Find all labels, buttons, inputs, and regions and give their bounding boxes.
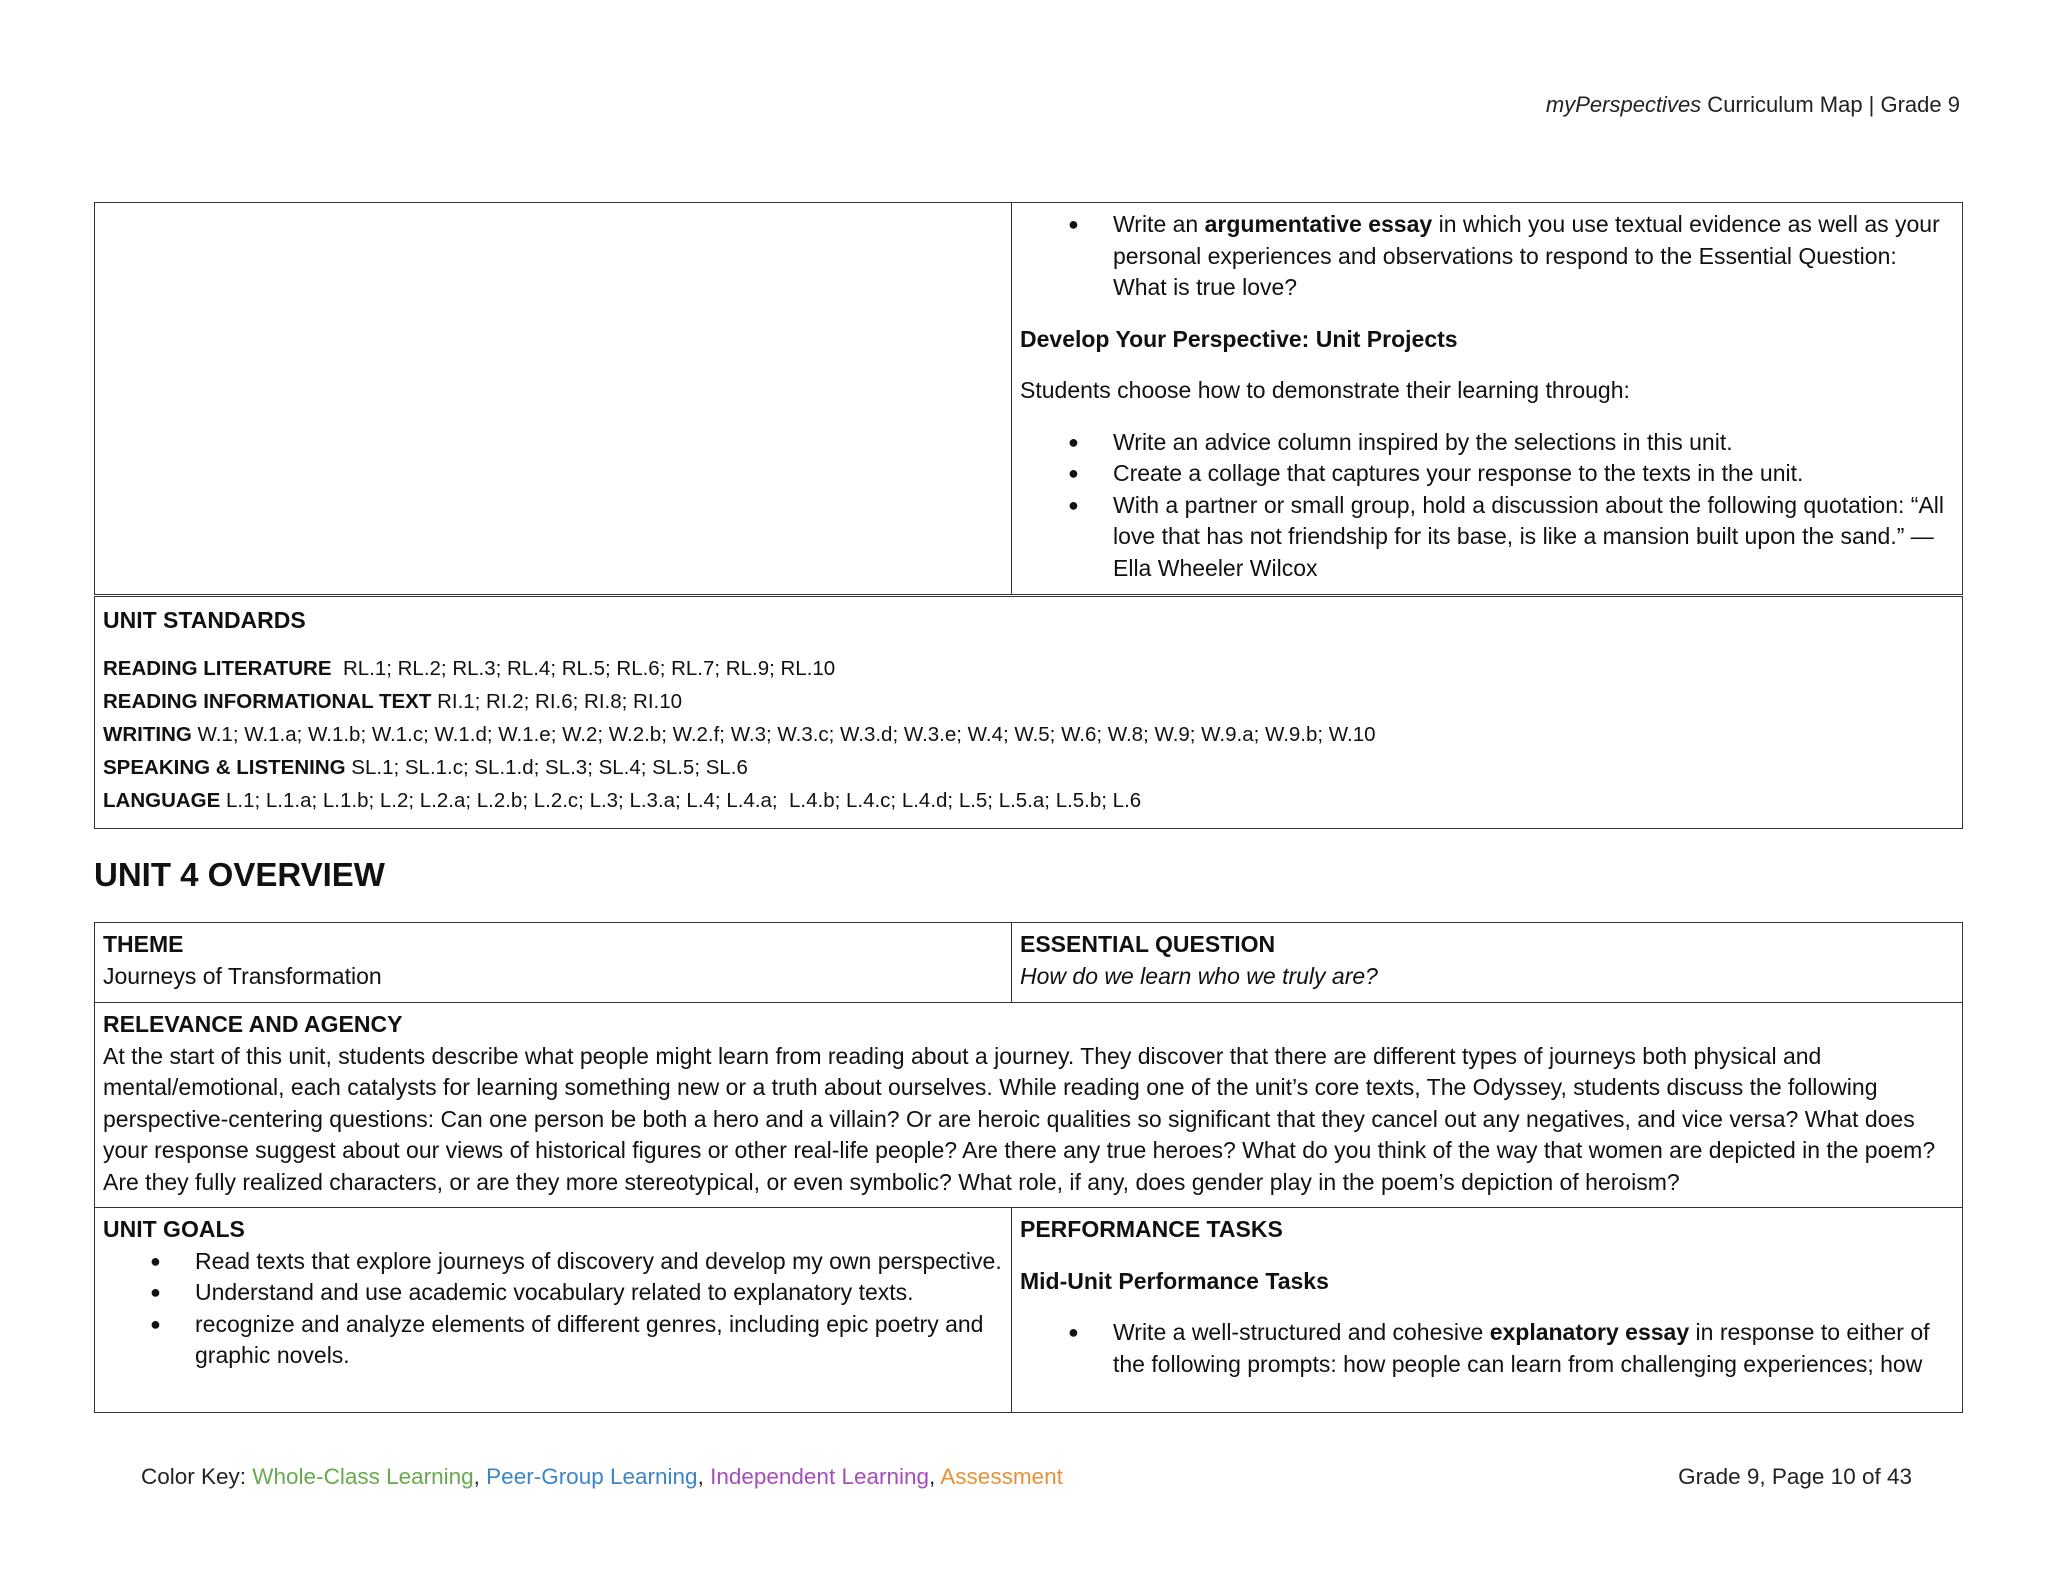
separator: , <box>697 1464 711 1489</box>
unit-standards-cell <box>95 597 1963 829</box>
list-item: ● Read texts that explore journeys of discovery and develop my own perspective. <box>103 1246 1003 1278</box>
standard-line: WRITING W.1; W.1.a; W.1.b; W.1.c; W.1.d; W.1.e; W.2; W.2.b; W.2.f; W.3; W.3.c; W.3.d; W.3.e; W.4; W.5; W.6; W.8; W.9; W.9.a; W.9.b; W.10 <box>103 723 1376 746</box>
standard-line: READING INFORMATIONAL TEXT RI.1; RI.2; RI.6; RI.8; RI.10 <box>103 690 683 713</box>
list-item: ● Create a collage that captures your response to the texts in the unit. <box>1020 458 1954 490</box>
standard-line: LANGUAGE L.1; L.1.a; L.1.b; L.2; L.2.a; L.2.b; L.2.c; L.3; L.3.a; L.4; L.4.a; L.4.b; L.4.c; L.4.d; L.5; L.5.a; L.5.b; L.6 <box>103 789 1142 812</box>
unit-heading: UNIT 4 OVERVIEW <box>94 856 385 893</box>
key-independent: Independent Learning <box>710 1464 930 1489</box>
mid-unit-label: Mid-Unit Performance Tasks <box>1020 1267 1329 1294</box>
unit-standards-table <box>94 596 1963 829</box>
relevance-label: RELEVANCE AND AGENCY <box>103 1011 403 1037</box>
list-item: ● Write an argumentative essay in which you use textual evidence as well as your personal experiences and observations to respond to the Essential Question: What is true love? <box>1020 209 1954 304</box>
mid-task-list <box>1020 1317 1954 1380</box>
list-item: ● recognize and analyze elements of different genres, including epic poetry and graphic novels. <box>103 1309 1003 1372</box>
performance-tasks-label: PERFORMANCE TASKS <box>1020 1216 1283 1242</box>
performance-tasks-cell <box>1012 1208 1963 1413</box>
header-text: Curriculum Map | Grade 9 <box>1701 92 1960 117</box>
unit-goals-cell <box>95 1208 1012 1413</box>
theme-label: THEME <box>103 931 184 957</box>
brand-name: myPerspectives <box>1545 92 1702 117</box>
key-whole-class: Whole-Class Learning <box>252 1464 474 1489</box>
standards-title: UNIT STANDARDS <box>103 607 306 633</box>
essential-question-value: How do we learn who we truly are? <box>1020 962 1378 989</box>
unit-goals-label: UNIT GOALS <box>103 1216 245 1242</box>
relevance-cell <box>95 1003 1963 1208</box>
projects-title: Develop Your Perspective: Unit Projects <box>1020 325 1458 352</box>
key-assessment: Assessment <box>940 1464 1063 1489</box>
task-list <box>1020 209 1954 304</box>
essential-question-cell <box>1012 923 1963 1003</box>
page-number: Grade 9, Page 10 of 43 <box>1678 1464 1912 1489</box>
standard-line: SPEAKING & LISTENING SL.1; SL.1.c; SL.1.d; SL.3; SL.4; SL.5; SL.6 <box>103 756 748 779</box>
continued-tasks-cell <box>1012 203 1963 595</box>
project-list <box>1020 427 1954 585</box>
unit4-overview-table <box>94 922 1963 1413</box>
color-key <box>141 1464 1063 1490</box>
color-key-label: Color Key: <box>141 1464 253 1489</box>
list-item: ● Write an advice column inspired by the selections in this unit. <box>1020 427 1954 459</box>
list-item: ● Understand and use academic vocabulary related to explanatory texts. <box>103 1277 1003 1309</box>
essential-question-label: ESSENTIAL QUESTION <box>1020 931 1276 957</box>
page-header <box>1546 92 1960 118</box>
goal-list <box>103 1246 1003 1372</box>
key-peer-group: Peer-Group Learning <box>486 1464 698 1489</box>
separator: , <box>473 1464 487 1489</box>
separator: , <box>929 1464 941 1489</box>
relevance-text: At the start of this unit, students describe what people might learn from reading about a journey. They discover that there are different types of journeys both physical and mental/emotional, each catalysts for learning something new or a truth about ourselves. While reading one of the unit’s core texts, The Odyssey, students discuss the following perspective-centering questions: Can one person be both a hero and a villain? Or are heroic qualities so significant that they cancel out any negatives, and vice versa? What does your response suggest about our views of historical figures or other real-life people? Are there any true heroes? What do you think of the way that women are depicted in the poem? Are they fully realized characters, or are they more stereotypical, or even symbolic? What role, if any, does gender play in the poem’s depiction of heroism? <box>103 1042 1936 1195</box>
standard-line: READING LITERATURE RL.1; RL.2; RL.3; RL.4; RL.5; RL.6; RL.7; RL.9; RL.10 <box>103 657 836 680</box>
empty-goals-cell <box>95 203 1012 595</box>
list-item: ● With a partner or small group, hold a discussion about the following quotation: “All love that has not friendship for its base, is like a mansion built upon the sand.” —Ella Wheeler Wilcox <box>1020 490 1954 585</box>
theme-cell <box>95 923 1012 1003</box>
list-item: ● Write a well-structured and cohesive explanatory essay in response to either of the following prompts: how people can learn from challenging experiences; how <box>1020 1317 1954 1380</box>
projects-intro: Students choose how to demonstrate their learning through: <box>1020 377 1630 403</box>
continued-performance-table <box>94 202 1963 595</box>
theme-value: Journeys of Transformation <box>103 962 382 989</box>
